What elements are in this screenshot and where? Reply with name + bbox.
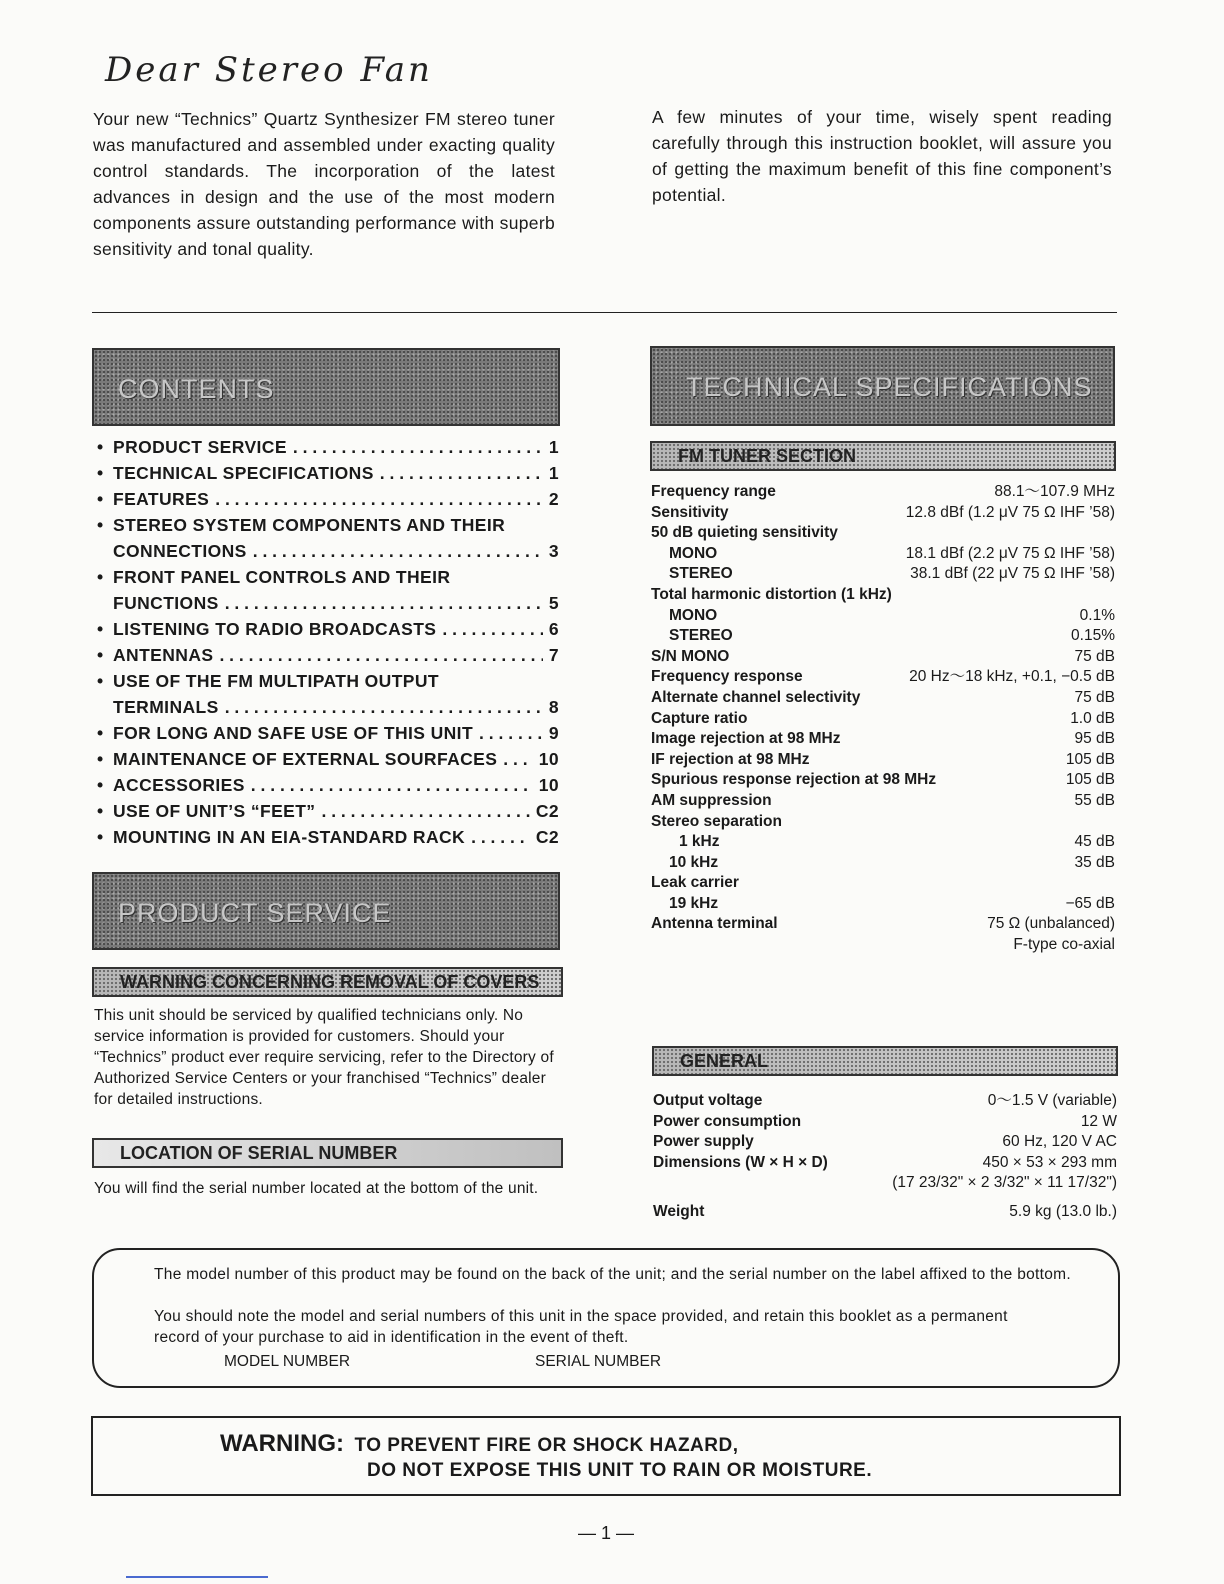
- spec-value: 105 dB: [1065, 750, 1115, 768]
- spec-value: 0～1.5 V (variable): [987, 1092, 1117, 1109]
- contents-item: [97, 720, 559, 746]
- spec-value: 0.15%: [1071, 627, 1115, 645]
- intro-left: Your new “Technics” Quartz Synthesizer FM stereo tuner was manufactured and assembled under exacting quality control standards. The incorporation of the latest advances in design and the use of the most modern components assure outstanding performance with superb sensitivity and tonal quality.: [93, 109, 555, 259]
- spec-label: AM suppression: [651, 791, 772, 809]
- spec-row: [651, 544, 1115, 565]
- dot-leader: [471, 824, 530, 850]
- spec-label: Antenna terminal: [651, 915, 778, 933]
- salutation: Dear Stereo Fan: [105, 50, 433, 90]
- record-text-1: The model number of this product may be found on the back of the unit; and the serial number on the label affixed to the bottom.: [154, 1266, 1071, 1283]
- contents-item-page: 7: [548, 645, 559, 665]
- spec-row: [651, 812, 1115, 833]
- spec-row: [651, 647, 1115, 668]
- spec-row: [651, 873, 1115, 894]
- bullet: •: [97, 749, 104, 769]
- contents-title: CONTENTS: [118, 374, 275, 404]
- contents-item-page: 10: [538, 775, 559, 795]
- spec-label: MONO: [669, 606, 718, 624]
- spec-value: 12 W: [1080, 1112, 1117, 1130]
- contents-item-cont: CONNECTIONS: [113, 541, 247, 561]
- spec-row: [651, 914, 1115, 935]
- dot-leader: [225, 694, 543, 720]
- spec-label: Frequency response: [651, 668, 803, 686]
- serial-location-text: You will find the serial number located at the bottom of the unit.: [94, 1180, 539, 1197]
- spec-label: 10 kHz: [669, 853, 719, 871]
- spec-label: Spurious response rejection at 98 MHz: [651, 771, 937, 789]
- spec-row: [651, 770, 1115, 791]
- record-box: [92, 1248, 1120, 1388]
- contents-item-page: 1: [548, 437, 559, 457]
- spec-row: [651, 894, 1115, 915]
- spec-value: 55 dB: [1074, 791, 1115, 809]
- spec-label: Power supply: [653, 1133, 754, 1151]
- contents-item-page: C2: [535, 827, 559, 847]
- spec-label: S/N MONO: [651, 647, 730, 665]
- contents-item-text: MAINTENANCE OF EXTERNAL SOURFACES: [113, 749, 498, 769]
- spec-row: [651, 688, 1115, 709]
- spec-label: MONO: [669, 544, 718, 562]
- dot-leader: [479, 720, 543, 746]
- footer-rule: [126, 1576, 268, 1578]
- warning-line-1: TO PREVENT FIRE OR SHOCK HAZARD,: [354, 1435, 739, 1456]
- bullet: •: [97, 437, 104, 457]
- spec-label: 19 kHz: [669, 894, 719, 912]
- spec-row: [651, 606, 1115, 627]
- record-text-2: You should note the model and serial numbers of this unit in the space provided, and retain this booklet as a permanent record of your purchase to aid in identification in the event of theft.: [154, 1308, 1008, 1346]
- spec-value: 60 Hz, 120 V AC: [1002, 1133, 1117, 1151]
- spec-row: [651, 482, 1115, 503]
- contents-item-text: USE OF THE FM MULTIPATH OUTPUT: [113, 671, 440, 691]
- contents-item-page: 5: [548, 593, 559, 613]
- bullet: •: [97, 801, 104, 821]
- warning-line-2: DO NOT EXPOSE THIS UNIT TO RAIN OR MOISTURE.: [367, 1460, 873, 1481]
- contents-list: [97, 434, 559, 850]
- spec-value: 75 Ω (unbalanced): [987, 915, 1115, 933]
- contents-item: [97, 772, 559, 798]
- spec-row: [651, 626, 1115, 647]
- spec-label: Capture ratio: [651, 709, 748, 727]
- contents-item: [97, 616, 559, 642]
- spec-row: [651, 667, 1115, 688]
- contents-item: [97, 642, 559, 668]
- spec-label: Frequency range: [651, 483, 776, 500]
- bullet: •: [97, 463, 104, 483]
- spec-row: [651, 709, 1115, 730]
- serial-number-label: SERIAL NUMBER: [535, 1353, 662, 1370]
- spec-value: −65 dB: [1065, 894, 1115, 912]
- spec-label: 50 dB quieting sensitivity: [651, 524, 838, 542]
- spec-value: (17 23/32" × 2 3/32" × 11 17/32"): [892, 1174, 1117, 1192]
- contents-item-text: TECHNICAL SPECIFICATIONS: [113, 463, 374, 483]
- spec-row: [651, 750, 1115, 771]
- spec-label: Stereo separation: [651, 812, 782, 830]
- spec-row: [651, 729, 1115, 750]
- spec-value: 75 dB: [1074, 688, 1115, 706]
- contents-item-cont: TERMINALS: [113, 697, 219, 717]
- spec-label: STEREO: [669, 565, 733, 583]
- warning-covers-heading: WARNING CONCERNING REMOVAL OF COVERS: [92, 967, 563, 997]
- spec-value: 45 dB: [1074, 833, 1115, 851]
- bullet: •: [97, 619, 104, 639]
- spec-value: 12.8 dBf (1.2 μV 75 Ω IHF ’58): [905, 503, 1115, 521]
- bullet: •: [97, 515, 104, 535]
- bullet: •: [97, 567, 104, 587]
- spec-value: 5.9 kg (13.0 lb.): [1009, 1202, 1117, 1220]
- spec-label: Output voltage: [653, 1092, 763, 1109]
- contents-item-text: STEREO SYSTEM COMPONENTS AND THEIR: [113, 515, 506, 535]
- product-service-title: PRODUCT SERVICE: [118, 898, 392, 928]
- warning-word: WARNING:: [220, 1430, 344, 1457]
- dot-leader: [253, 538, 543, 564]
- spec-row: [651, 564, 1115, 585]
- spec-row: [651, 523, 1115, 544]
- spec-label: Sensitivity: [651, 503, 729, 521]
- spec-row: [651, 585, 1115, 606]
- spec-value: 450 × 53 × 293 mm: [982, 1153, 1117, 1171]
- dot-leader: [503, 746, 532, 772]
- contents-item-page: 9: [548, 723, 559, 743]
- contents-item-text: FEATURES: [113, 489, 210, 509]
- spec-row: [651, 935, 1115, 956]
- spec-row: [653, 1202, 1117, 1223]
- spec-row: [651, 503, 1115, 524]
- contents-item-page: C2: [535, 801, 559, 821]
- contents-item-text: ACCESSORIES: [113, 775, 245, 795]
- spec-label: 1 kHz: [679, 833, 720, 851]
- model-number-label: MODEL NUMBER: [224, 1353, 351, 1370]
- spec-row: [651, 853, 1115, 874]
- dot-leader: [219, 642, 542, 668]
- bullet: •: [97, 827, 104, 847]
- tech-specs-title: TECHNICAL SPECIFICATIONS: [686, 372, 1093, 402]
- dot-leader: [321, 798, 529, 824]
- spec-value: 95 dB: [1074, 730, 1115, 748]
- bullet: •: [97, 775, 104, 795]
- fm-spec-table: [651, 482, 1115, 956]
- contents-item-page: 8: [548, 697, 559, 717]
- spec-value: 35 dB: [1074, 853, 1115, 871]
- contents-item-text: FOR LONG AND SAFE USE OF THIS UNIT: [113, 723, 474, 743]
- page-number: — 1 —: [578, 1523, 635, 1543]
- bullet: •: [97, 723, 104, 743]
- contents-item: [97, 746, 559, 772]
- spec-value: 75 dB: [1074, 647, 1115, 665]
- contents-item: [97, 824, 559, 850]
- contents-item-page: 1: [548, 463, 559, 483]
- tech-specs-banner: [650, 346, 1115, 426]
- spec-label: Weight: [653, 1202, 705, 1220]
- product-service-banner: [92, 872, 560, 950]
- spec-row: [653, 1153, 1117, 1174]
- contents-item-text: USE OF UNIT’S “FEET”: [113, 801, 316, 821]
- spec-label: Leak carrier: [651, 874, 739, 892]
- contents-item-cont: FUNCTIONS: [113, 593, 219, 613]
- spec-value: F-type co-axial: [1013, 936, 1115, 954]
- spec-row: [653, 1112, 1117, 1133]
- spec-value: 20 Hz～18 kHz, +0.1, −0.5 dB: [909, 668, 1115, 686]
- warning-covers-text: This unit should be serviced by qualified technicians only. No service information is provided for customers. Should your “Technics” product ever require servicing, refer to the Directory of Authorized Service Centers or your franchised “Technics” dealer for detailed instructions.: [94, 1007, 554, 1108]
- contents-item: [97, 460, 559, 486]
- dot-leader: [215, 486, 543, 512]
- contents-item-text: MOUNTING IN AN EIA-STANDARD RACK: [113, 827, 466, 847]
- general-spec-table: [653, 1091, 1117, 1223]
- bullet: •: [97, 645, 104, 665]
- general-heading: GENERAL: [652, 1046, 1118, 1076]
- contents-item: [97, 434, 559, 460]
- spec-value: 1.0 dB: [1070, 709, 1115, 727]
- dot-leader: [251, 772, 533, 798]
- spec-row: [651, 832, 1115, 853]
- spec-row: [653, 1173, 1117, 1194]
- contents-item-text: FRONT PANEL CONTROLS AND THEIR: [113, 567, 451, 587]
- spec-value: 88.1～107.9 MHz: [994, 483, 1115, 500]
- spec-label: Total harmonic distortion (1 kHz): [651, 585, 892, 603]
- fm-section-heading: FM TUNER SECTION: [650, 441, 1116, 471]
- contents-item: [97, 512, 559, 564]
- spec-label: Power consumption: [653, 1112, 802, 1130]
- contents-item-page: 2: [548, 489, 559, 509]
- spec-row: [653, 1132, 1117, 1153]
- contents-item: [97, 564, 559, 616]
- spec-value: 18.1 dBf (2.2 μV 75 Ω IHF ’58): [905, 544, 1115, 562]
- bullet: •: [97, 489, 104, 509]
- contents-banner: [92, 348, 560, 426]
- contents-item-page: 6: [548, 619, 559, 639]
- spec-value: 105 dB: [1065, 771, 1115, 789]
- contents-item-page: 10: [538, 749, 559, 769]
- dot-leader: [225, 590, 543, 616]
- contents-item: [97, 668, 559, 720]
- spec-label: IF rejection at 98 MHz: [651, 750, 810, 768]
- dot-leader: [293, 434, 543, 460]
- contents-item-text: ANTENNAS: [113, 645, 214, 665]
- warning-box: [91, 1416, 1121, 1496]
- serial-location-heading: LOCATION OF SERIAL NUMBER: [92, 1138, 563, 1168]
- bullet: •: [97, 671, 104, 691]
- contents-item: [97, 486, 559, 512]
- intro-right: A few minutes of your time, wisely spent reading carefully through this instruction booklet, will assure you of getting the maximum benefit of this fine component’s potential.: [652, 107, 1112, 205]
- spec-label: Dimensions (W × H × D): [653, 1153, 828, 1171]
- divider: [92, 312, 1117, 313]
- spec-value: 0.1%: [1079, 606, 1115, 624]
- spec-label: Alternate channel selectivity: [651, 688, 861, 706]
- spec-label: Image rejection at 98 MHz: [651, 730, 841, 748]
- dot-leader: [380, 460, 543, 486]
- dot-leader: [442, 616, 542, 642]
- contents-item-text: LISTENING TO RADIO BROADCASTS: [113, 619, 437, 639]
- spec-row: [651, 791, 1115, 812]
- spec-label: STEREO: [669, 627, 733, 645]
- spec-value: 38.1 dBf (22 μV 75 Ω IHF ’58): [910, 565, 1115, 583]
- contents-item: [97, 798, 559, 824]
- spec-row: [653, 1091, 1117, 1112]
- contents-item-text: PRODUCT SERVICE: [113, 437, 287, 457]
- contents-item-page: 3: [548, 541, 559, 561]
